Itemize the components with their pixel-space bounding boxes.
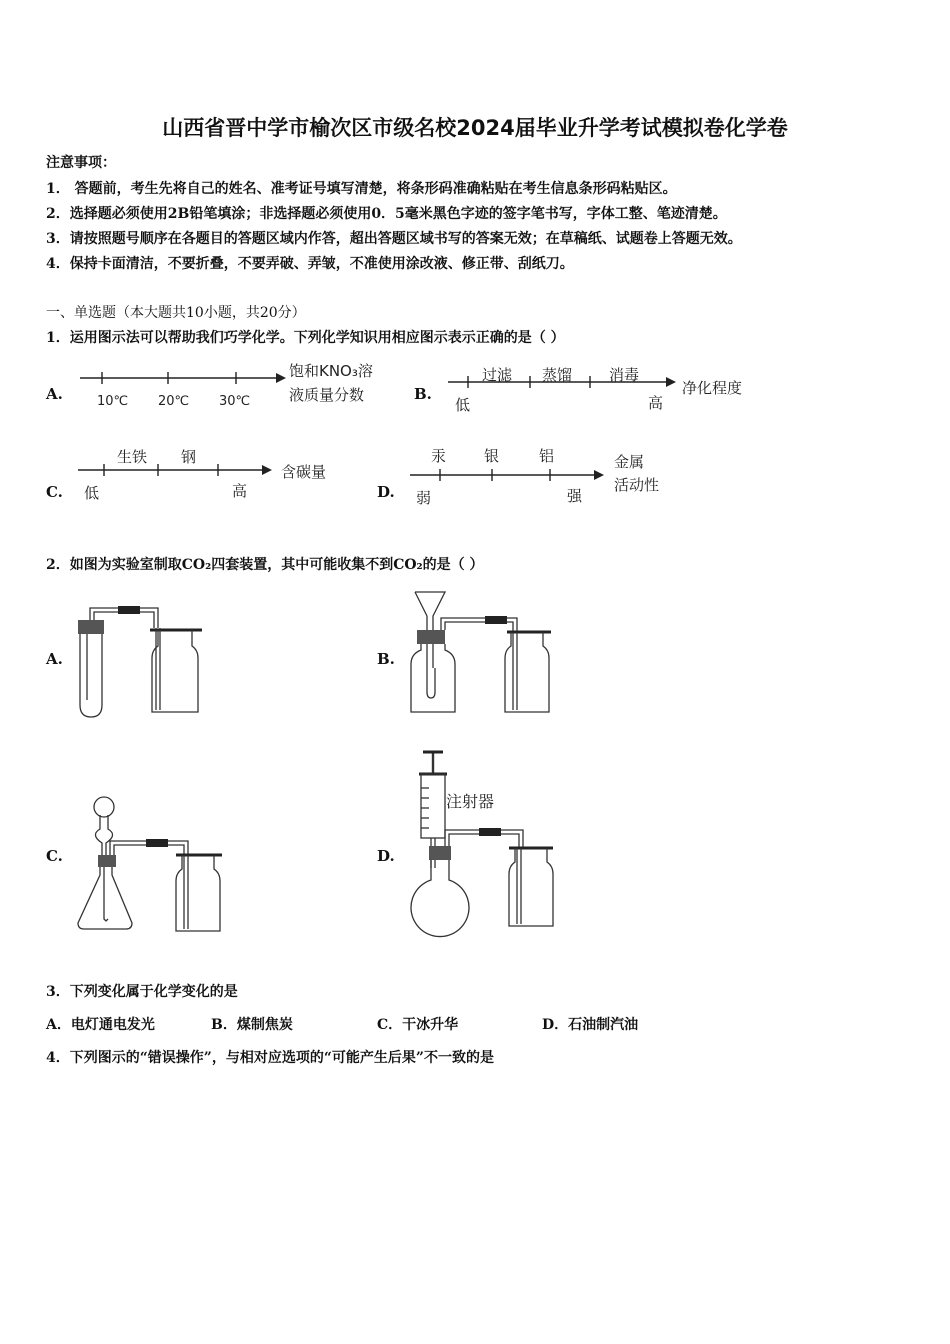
q1-a-tick-30: 30℃ bbox=[219, 394, 251, 409]
q2-d-syringe-label: 注射器 bbox=[446, 792, 495, 811]
q1-stem: 1．运用图示法可以帮助我们巧学化学。下列化学知识用相应图示表示正确的是（ ） bbox=[46, 330, 565, 346]
page-title: 山西省晋中学市榆次区市级名校2024届毕业升学考试模拟卷化学卷 bbox=[162, 116, 788, 140]
q1-b-item-disinfect: 消毒 bbox=[609, 366, 640, 384]
q1-c-item-steel: 钢 bbox=[181, 448, 197, 466]
q2-b-apparatus bbox=[405, 588, 565, 718]
q1-d-axis-label-2: 活动性 bbox=[614, 476, 660, 494]
q2-stem: 2．如图为实验室制取CO₂四套装置，其中可能收集不到CO₂的是（ ） bbox=[46, 557, 484, 573]
notice-item-1: 1． 答题前，考生先将自己的姓名、准考证号填写清楚，将条形码准确粘贴在考生信息条形码粘贴区。 bbox=[46, 181, 677, 197]
q2-c-apparatus bbox=[72, 795, 232, 935]
q2-option-d-label: D. bbox=[377, 847, 395, 865]
q1-c-item-pig-iron: 生铁 bbox=[117, 448, 148, 466]
q1-d-item-silver: 银 bbox=[484, 447, 500, 465]
notice-heading: 注意事项： bbox=[46, 155, 116, 171]
q1-d-low: 弱 bbox=[416, 489, 432, 507]
notice-item-4: 4．保持卡面清洁，不要折叠，不要弄破、弄皱，不准使用涂改液、修正带、刮纸刀。 bbox=[46, 256, 574, 272]
q1-d-high: 强 bbox=[567, 487, 583, 505]
q1-option-b-label: B. bbox=[414, 385, 432, 403]
q1-d-item-mercury: 汞 bbox=[431, 447, 447, 465]
q1-a-axis-label-1: 饱和KNO₃溶 bbox=[289, 362, 373, 380]
q2-option-b-label: B. bbox=[377, 650, 395, 668]
q4-stem: 4．下列图示的“错误操作”，与相对应选项的“可能产生后果”不一致的是 bbox=[46, 1050, 494, 1066]
q2-option-c-label: C. bbox=[46, 847, 63, 865]
q1-c-low: 低 bbox=[84, 484, 100, 502]
q3-option-c: C．干冰升华 bbox=[377, 1017, 459, 1033]
q1-option-a-label: A. bbox=[46, 385, 63, 403]
q1-a-axis-label-2: 液质量分数 bbox=[289, 386, 365, 404]
q2-a-apparatus bbox=[70, 600, 210, 725]
q3-option-d: D．石油制汽油 bbox=[542, 1017, 639, 1033]
q1-c-axis-label: 含碳量 bbox=[281, 463, 327, 481]
q2-d-apparatus bbox=[405, 748, 565, 940]
q1-a-tick-10: 10℃ bbox=[97, 394, 129, 409]
q1-b-item-distill: 蒸馏 bbox=[542, 366, 573, 384]
q1-option-c-label: C. bbox=[46, 483, 63, 501]
q1-d-number-line bbox=[410, 465, 610, 485]
q1-c-number-line bbox=[78, 460, 278, 480]
q1-b-axis-label: 净化程度 bbox=[682, 379, 743, 397]
q1-d-item-aluminum: 铝 bbox=[539, 447, 555, 465]
q1-a-tick-20: 20℃ bbox=[158, 394, 190, 409]
q3-option-b: B．煤制焦炭 bbox=[211, 1017, 293, 1033]
notice-item-2: 2．选择题必须使用2B铅笔填涂；非选择题必须使用0．5毫米黑色字迹的签字笔书写，字体工整、笔迹清楚。 bbox=[46, 206, 727, 222]
notice-item-3: 3．请按照题号顺序在各题目的答题区域内作答，超出答题区域书写的答案无效；在草稿纸、试题卷上答题无效。 bbox=[46, 231, 742, 247]
q3-stem: 3．下列变化属于化学变化的是 bbox=[46, 984, 238, 1000]
q1-b-low: 低 bbox=[455, 396, 471, 414]
section-heading: 一、单选题（本大题共10小题，共20分） bbox=[46, 305, 306, 321]
q2-option-a-label: A. bbox=[46, 650, 63, 668]
q1-d-axis-label-1: 金属 bbox=[614, 453, 645, 471]
q3-option-a: A．电灯通电发光 bbox=[46, 1017, 155, 1033]
q1-option-d-label: D. bbox=[377, 483, 395, 501]
q1-b-item-filter: 过滤 bbox=[482, 366, 513, 384]
q1-c-high: 高 bbox=[232, 482, 248, 500]
q1-a-number-line bbox=[80, 368, 290, 388]
q1-b-high: 高 bbox=[648, 394, 664, 412]
